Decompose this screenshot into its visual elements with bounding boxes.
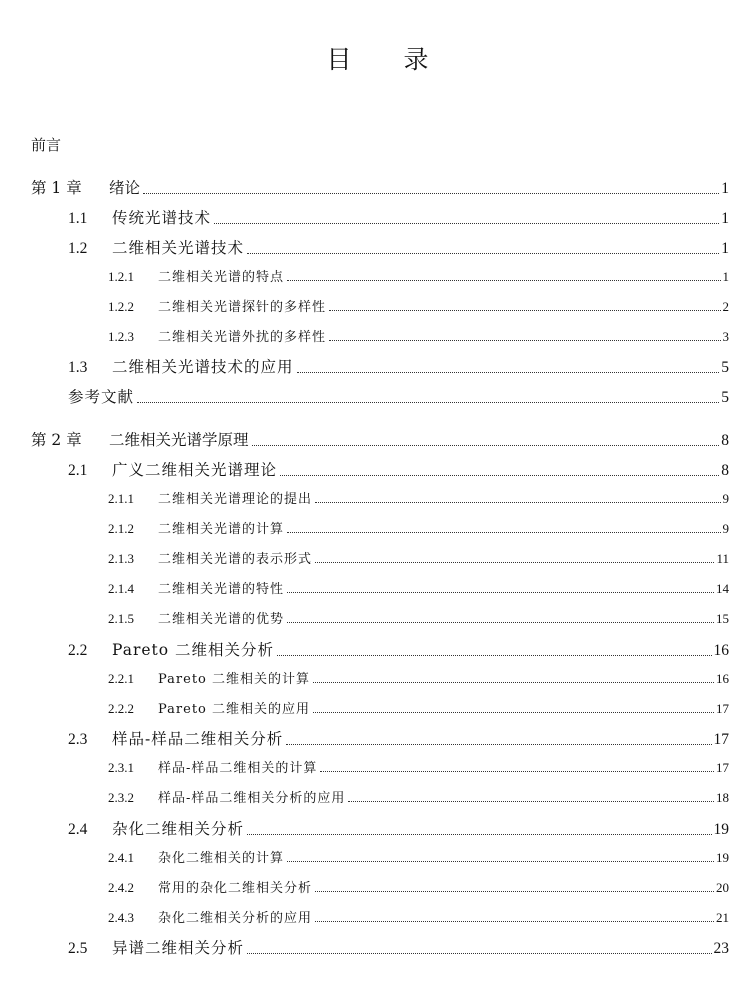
toc-entry-number: 1.2.2 [108,299,134,314]
toc-entry[interactable] [0,458,755,480]
toc-entry-row[interactable] [108,757,729,776]
toc-entry[interactable] [0,326,755,348]
toc-entry[interactable] [0,266,755,288]
toc-entry-title: 常用的杂化二维相关分析 [158,881,313,896]
toc-entry-number: 2.5 [68,940,88,957]
toc-entry-number: 第 1 章 [31,179,82,197]
toc-leader-dots [286,743,711,745]
toc-entry-title: 样品-样品二维相关分析的应用 [158,791,346,806]
toc-leader-dots [214,222,719,224]
toc-entry[interactable] [0,548,755,570]
toc-entry-title: 二维相关光谱的表示形式 [158,552,313,567]
toc-entry-number: 1.2 [68,240,88,257]
toc-page-number: 8 [721,462,729,479]
toc-entry-number: 2.3.1 [108,760,134,775]
toc-entry-row[interactable] [68,936,729,958]
toc-entry-number: 1.3 [68,359,88,376]
toc-entry-title: 二维相关光谱的计算 [158,522,285,537]
toc-entry-number: 2.1.3 [108,551,134,566]
toc-page-number: 20 [716,880,729,895]
toc-preface[interactable]: 前言 [31,136,62,154]
toc-entry-title: 二维相关光谱技术 [112,239,245,257]
toc-entry[interactable] [0,817,755,839]
toc-entry-number: 2.4.2 [108,880,134,895]
toc-entry-row[interactable] [108,488,729,507]
toc-leader-dots [137,401,719,403]
toc-page-number: 16 [713,642,729,659]
toc-entry-title: 绪论 [109,179,141,197]
toc-entry-title: 异谱二维相关分析 [112,939,245,957]
toc-entry[interactable] [0,385,755,407]
toc-leader-dots [287,860,714,862]
toc-entry-title: 杂化二维相关的计算 [158,851,285,866]
toc-entry[interactable] [0,936,755,958]
toc-entry-row[interactable] [108,877,729,896]
toc-entry-row[interactable] [31,428,729,450]
toc-entry-row[interactable] [108,668,729,687]
toc-page-number: 9 [722,521,729,536]
toc-entry-row[interactable] [68,638,729,660]
toc-entry-row[interactable] [108,608,729,627]
toc-entry-title: 传统光谱技术 [112,209,212,227]
toc-entry-title: 样品-样品二维相关的计算 [158,761,318,776]
toc-leader-dots [313,711,714,713]
toc-entry[interactable] [0,296,755,318]
toc-page-number: 1 [721,180,729,197]
toc-leader-dots [315,501,720,503]
toc-leader-dots [143,192,719,194]
toc-page-number: 9 [722,491,729,506]
toc-leader-dots [329,339,720,341]
toc-entry-title: 杂化二维相关分析 [112,820,245,838]
toc-entry-number: 2.4.3 [108,910,134,925]
toc-entry[interactable] [0,355,755,377]
toc-entry-number: 2.2.2 [108,701,134,716]
toc-page-number: 14 [716,581,729,596]
toc-entry-number: 2.2.1 [108,671,134,686]
toc-entry-title: 二维相关光谱探针的多样性 [158,300,327,315]
toc-entry-title: 二维相关光谱的特点 [158,270,285,285]
toc-entry[interactable] [0,907,755,929]
toc-entry-number: 2.3.2 [108,790,134,805]
toc-leader-dots [315,920,714,922]
toc-entry[interactable] [0,176,755,198]
toc-entry-row[interactable] [31,176,729,198]
toc-entry[interactable] [0,698,755,720]
toc-entry-row[interactable] [68,206,729,228]
toc-entry-title: 样品-样品二维相关分析 [112,730,284,748]
toc-page-number: 17 [716,701,729,716]
toc-leader-dots [287,531,720,533]
toc-entry-number: 2.1.2 [108,521,134,536]
toc-page-number: 1 [721,210,729,227]
toc-entry-title: Pareto 二维相关分析 [112,641,275,659]
toc-entry[interactable] [0,608,755,630]
toc-entry-row[interactable] [108,787,729,806]
toc-entry-row[interactable] [108,326,729,345]
toc-entry[interactable] [0,727,755,749]
toc-entry-title: Pareto 二维相关的计算 [158,672,311,687]
toc-entry-number: 第 2 章 [31,431,82,449]
toc-entry[interactable] [0,757,755,779]
toc-page-number: 19 [713,821,729,838]
toc-entry-row[interactable] [108,296,729,315]
toc-leader-dots [277,654,711,656]
toc-page-number: 11 [716,551,729,566]
toc-entry[interactable] [0,236,755,258]
toc-entry[interactable] [0,847,755,869]
toc-entry[interactable] [0,787,755,809]
toc-entry[interactable] [0,578,755,600]
toc-entry-title: 二维相关光谱学原理 [109,431,249,449]
toc-entry-number: 1.2.1 [108,269,134,284]
toc-entry-number: 2.4.1 [108,850,134,865]
toc-entry[interactable] [0,668,755,690]
toc-entry-row[interactable] [108,266,729,285]
toc-page-number: 23 [713,940,729,957]
toc-entry-number: 2.2 [68,642,88,659]
toc-entry-row[interactable] [68,458,729,480]
toc-entry-title: 二维相关光谱外扰的多样性 [158,330,327,345]
toc-leader-dots [320,770,714,772]
toc-entry-row[interactable] [68,236,729,258]
toc-leader-dots [247,952,711,954]
toc-entry[interactable] [0,638,755,660]
toc-page-number: 5 [721,389,729,406]
toc-entry-number: 2.1.5 [108,611,134,626]
toc-entry-row[interactable] [68,727,729,749]
toc-entry-row[interactable] [108,907,729,926]
toc-leader-dots [313,681,714,683]
toc-entry-title: 二维相关光谱技术的应用 [112,358,294,376]
toc-leader-dots [280,474,719,476]
toc-leader-dots [329,309,720,311]
toc-leader-dots [315,561,714,563]
toc-entry-number: 2.4 [68,821,88,838]
toc-entry-number: 2.1 [68,462,88,479]
toc-entry-row[interactable] [108,847,729,866]
toc-entry[interactable] [0,877,755,899]
toc-leader-dots [297,371,720,373]
toc-leader-dots [252,444,720,446]
toc-page-number: 2 [722,299,729,314]
toc-leader-dots [287,279,720,281]
toc-entry-title: 广义二维相关光谱理论 [112,461,278,479]
toc-entry-number: 2.1.4 [108,581,134,596]
toc-entry-row[interactable] [68,385,729,407]
toc-page-number: 1 [721,240,729,257]
toc-entry[interactable] [0,206,755,228]
toc-leader-dots [247,252,719,254]
toc-entry-title: 二维相关光谱理论的提出 [158,492,313,507]
toc-entry-title: 二维相关光谱的优势 [158,612,285,627]
toc-page-number: 21 [716,910,729,925]
toc-entry-row[interactable] [108,548,729,567]
toc-entry-number: 1.1 [68,210,88,227]
page-title-char-1: 目 [326,45,352,74]
toc-entry[interactable] [0,428,755,450]
toc-page-number: 1 [722,269,729,284]
toc-page-number: 15 [716,611,729,626]
toc-page-number: 19 [716,850,729,865]
toc-page-number: 3 [722,329,729,344]
page-title [0,40,755,76]
toc-page-number: 16 [716,671,729,686]
toc-entry-row[interactable] [108,578,729,597]
toc-page-number: 18 [716,790,729,805]
toc-page-number: 8 [721,432,729,449]
toc-entry-row[interactable] [68,355,729,377]
toc-entry-title: 杂化二维相关分析的应用 [158,911,313,926]
toc-leader-dots [315,890,714,892]
toc-entry-row[interactable] [68,817,729,839]
toc-leader-dots [287,621,714,623]
toc-entry[interactable] [0,488,755,510]
toc-entry-number: 2.1.1 [108,491,134,506]
toc-entry-title: Pareto 二维相关的应用 [158,702,311,717]
toc-page-number: 5 [721,359,729,376]
toc-entry-title: 参考文献 [68,388,135,406]
toc-entry[interactable] [0,518,755,540]
toc-entry-row[interactable] [108,698,729,717]
toc-leader-dots [348,800,714,802]
page-title-char-2: 录 [403,45,429,74]
toc-leader-dots [247,833,711,835]
toc-page-number: 17 [716,760,729,775]
toc-leader-dots [287,591,714,593]
toc-entry-number: 1.2.3 [108,329,134,344]
toc-page-number: 17 [713,731,729,748]
toc-entry-number: 2.3 [68,731,88,748]
toc-entry-title: 二维相关光谱的特性 [158,582,285,597]
toc-entry-row[interactable] [108,518,729,537]
